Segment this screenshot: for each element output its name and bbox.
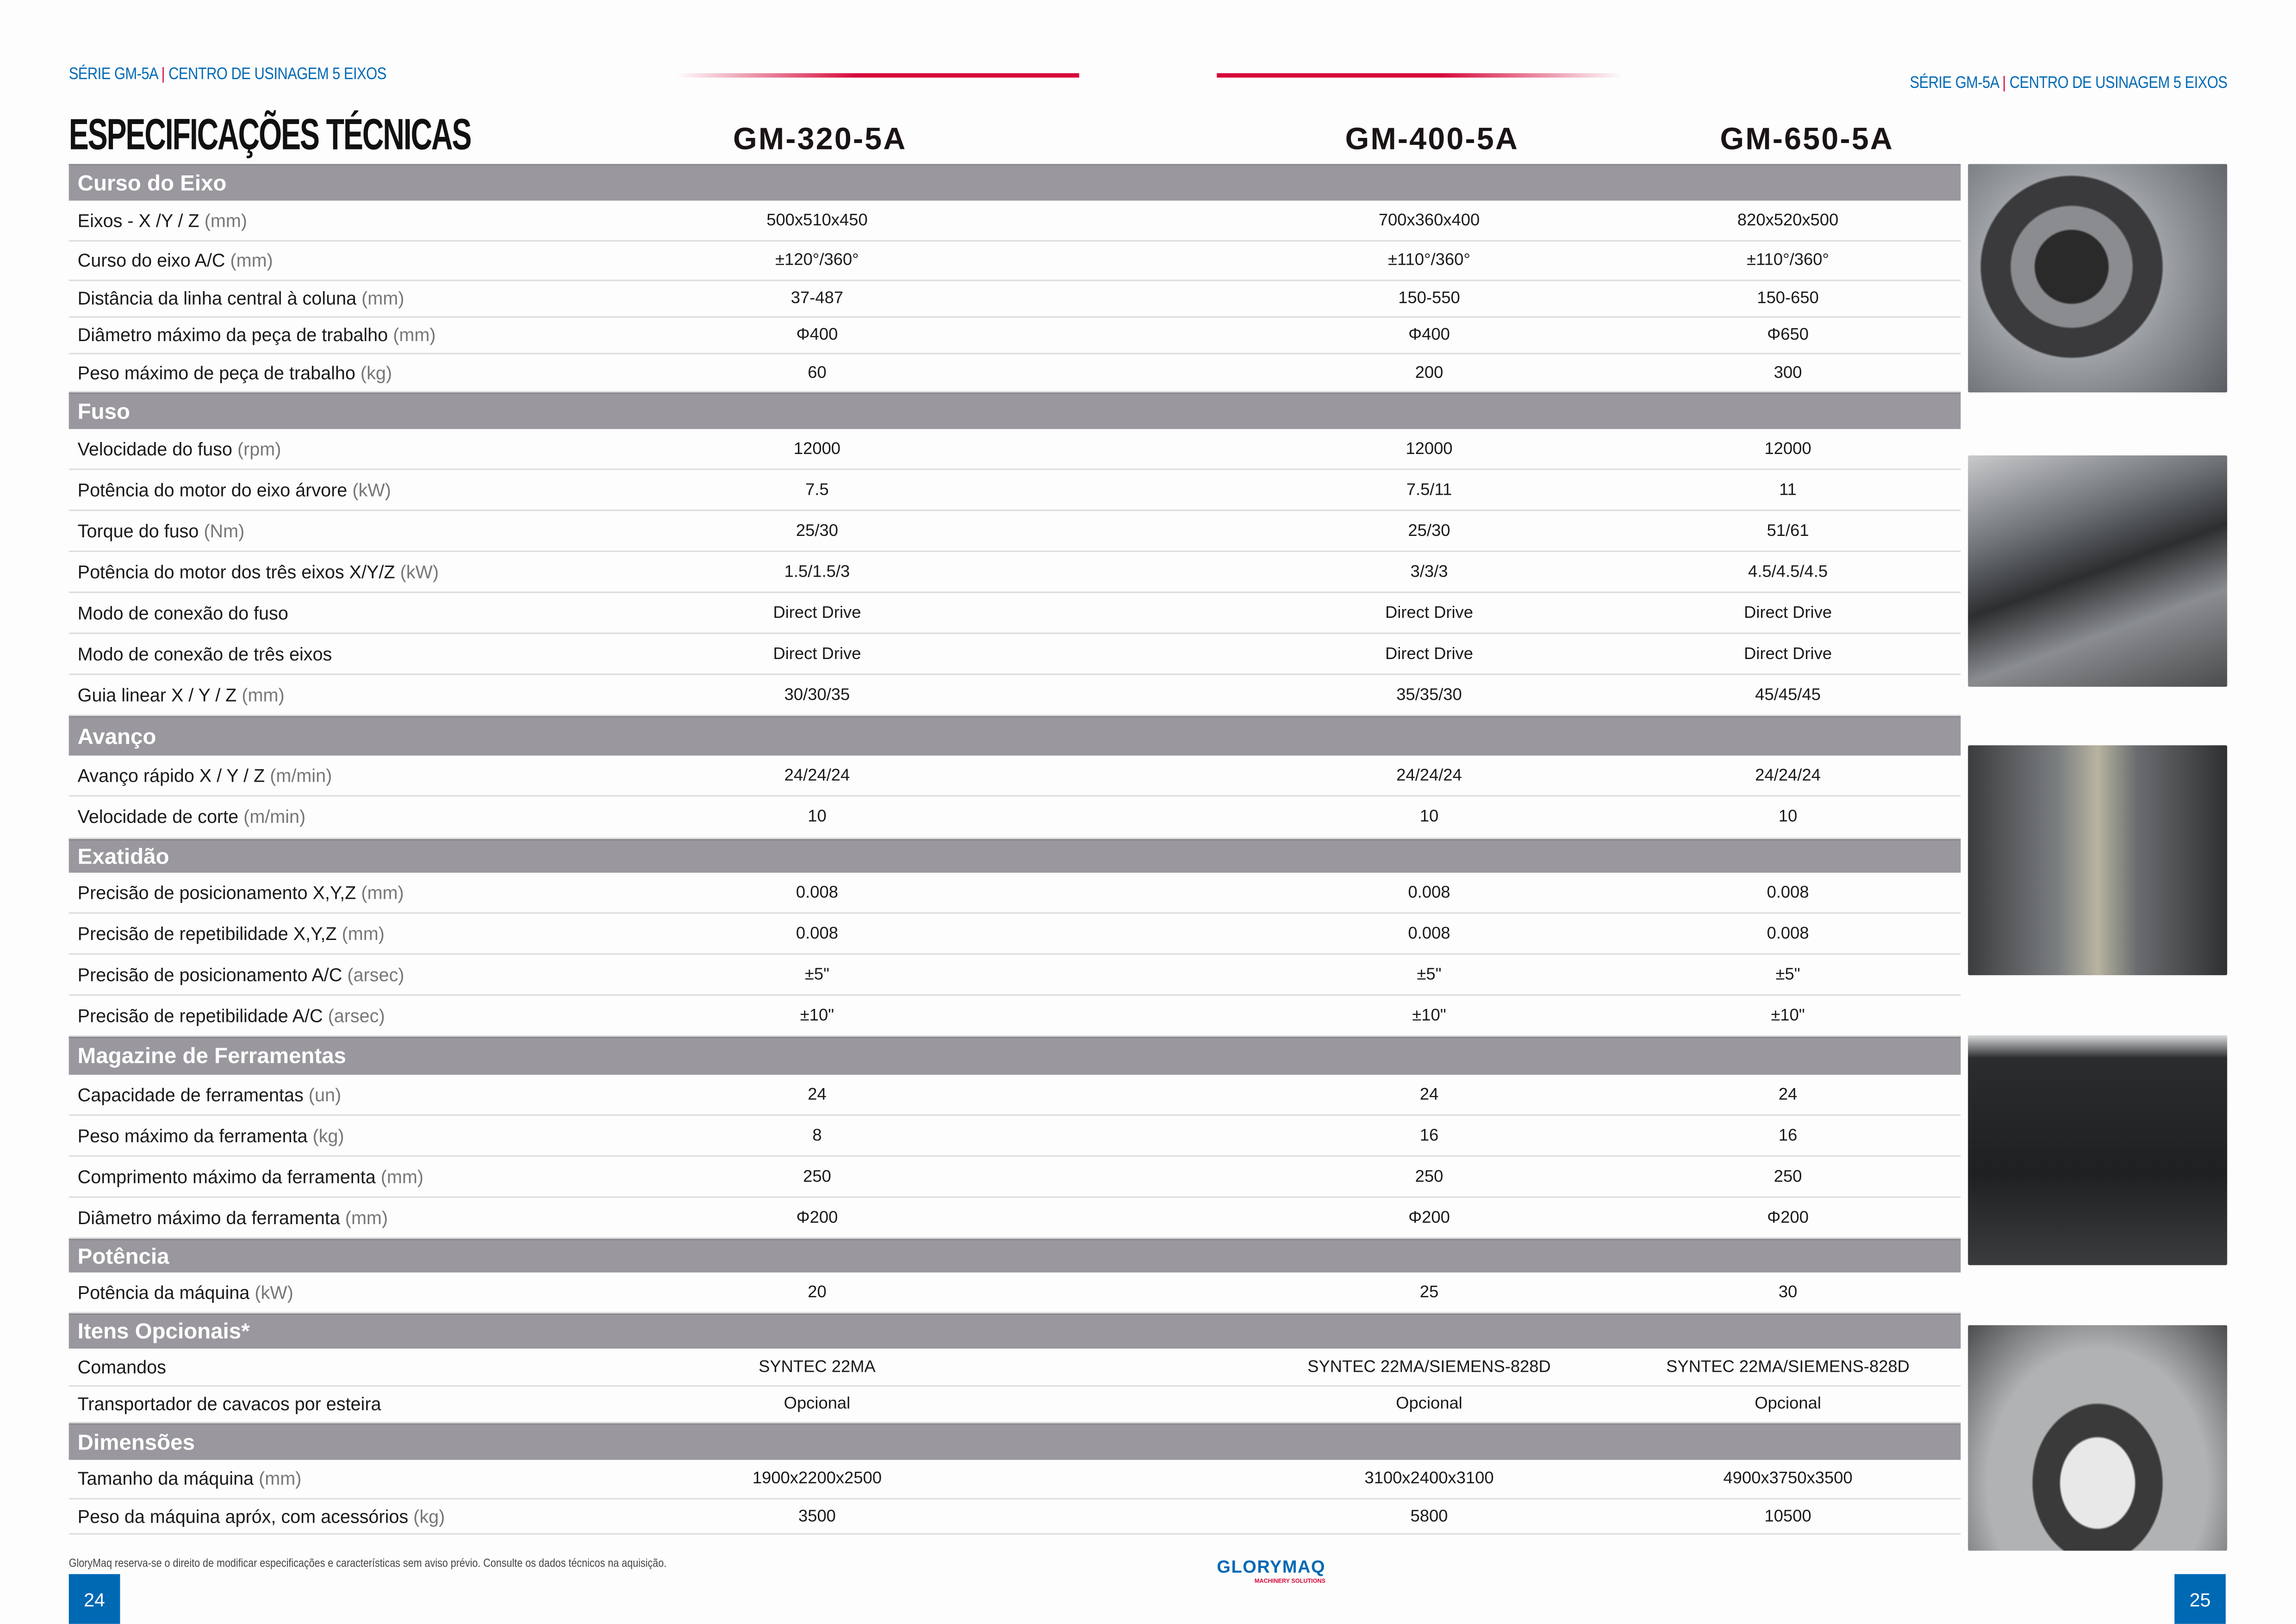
row-label bbox=[78, 644, 332, 664]
spec-value: ±5" bbox=[1417, 965, 1442, 983]
spec-value: 0.008 bbox=[1767, 925, 1809, 942]
spec-table bbox=[69, 164, 1961, 1534]
page-number-right: 25 bbox=[2174, 1574, 2226, 1624]
spec-value: 12000 bbox=[1764, 440, 1811, 458]
spec-name: Precisão de posicionamento A/C bbox=[77, 964, 342, 985]
spec-value: 150-650 bbox=[1757, 290, 1819, 308]
spec-value: 250 bbox=[1415, 1168, 1444, 1186]
spec-name: Peso da máquina apróx, com acessórios bbox=[77, 1506, 409, 1527]
spec-name: Diâmetro máximo da peça de trabalho bbox=[77, 325, 388, 346]
spec-value: ±10" bbox=[1771, 1007, 1805, 1025]
row-label bbox=[78, 765, 332, 785]
spec-unit: (mm) bbox=[361, 882, 404, 903]
spec-value: 0.008 bbox=[1408, 884, 1450, 902]
table-row bbox=[69, 552, 1961, 593]
table-row bbox=[69, 593, 1961, 634]
spec-value: SYNTEC 22MA bbox=[759, 1358, 876, 1376]
spec-name: Distância da linha central à coluna bbox=[77, 288, 357, 309]
spec-value: ±110°/360° bbox=[1388, 252, 1470, 270]
row-label bbox=[78, 923, 385, 944]
table-row bbox=[69, 281, 1961, 317]
glorymaq-logo bbox=[1217, 1556, 1325, 1584]
table-row bbox=[69, 470, 1961, 511]
spec-unit: (un) bbox=[308, 1084, 342, 1105]
spec-value: 24 bbox=[1778, 1086, 1798, 1103]
table-row bbox=[69, 1116, 1961, 1157]
spec-value: Direct Drive bbox=[1744, 604, 1832, 622]
spec-value: Direct Drive bbox=[773, 645, 861, 663]
header-left bbox=[69, 66, 386, 83]
section-header: Potência bbox=[69, 1239, 1961, 1273]
spec-name: Precisão de repetibilidade A/C bbox=[77, 1005, 323, 1026]
spec-unit: (mm) bbox=[380, 1166, 423, 1187]
model-heading: GM-400-5A bbox=[1345, 123, 1519, 157]
spec-value: Direct Drive bbox=[773, 604, 861, 622]
spec-value: Direct Drive bbox=[1385, 604, 1473, 622]
table-row bbox=[69, 429, 1961, 470]
section-header: Dimensões bbox=[69, 1423, 1961, 1460]
table-row bbox=[69, 355, 1961, 392]
row-label bbox=[78, 807, 305, 827]
spec-unit: (arsec) bbox=[347, 964, 404, 985]
spec-name: Torque do fuso bbox=[77, 520, 199, 541]
spec-value: 500x510x450 bbox=[766, 212, 868, 230]
row-label bbox=[78, 1282, 293, 1302]
spec-value: 37-487 bbox=[790, 290, 844, 308]
spec-value: 11 bbox=[1779, 481, 1797, 499]
ball-screw-photo bbox=[1968, 745, 2227, 975]
row-label bbox=[78, 325, 436, 345]
spec-unit: (mm) bbox=[259, 1468, 302, 1489]
spec-value: 12000 bbox=[793, 440, 841, 458]
spec-value: Opcional bbox=[1755, 1395, 1821, 1413]
spec-name: Guia linear X / Y / Z bbox=[77, 684, 237, 705]
spec-value: 700x360x400 bbox=[1378, 212, 1480, 230]
spec-name: Velocidade do fuso bbox=[77, 438, 232, 459]
spec-name: Peso máximo da ferramenta bbox=[77, 1125, 308, 1146]
spec-value: 24 bbox=[808, 1086, 827, 1103]
spec-value: 25/30 bbox=[796, 522, 838, 540]
row-label bbox=[78, 1166, 423, 1187]
section-header: Itens Opcionais* bbox=[69, 1313, 1961, 1349]
row-label bbox=[78, 561, 439, 582]
spec-value: 24/24/24 bbox=[1755, 766, 1821, 784]
spec-value: Φ200 bbox=[1408, 1208, 1450, 1226]
spec-unit: (arsec) bbox=[328, 1005, 385, 1026]
row-label bbox=[78, 1084, 341, 1105]
spec-unit: (m/min) bbox=[243, 807, 306, 828]
spec-unit: (kW) bbox=[400, 561, 439, 582]
row-label bbox=[78, 882, 404, 902]
spec-value: 250 bbox=[803, 1168, 831, 1186]
spec-value: 0.008 bbox=[1767, 884, 1809, 902]
spec-value: 24/24/24 bbox=[1396, 766, 1462, 784]
spec-value: 16 bbox=[1419, 1126, 1439, 1145]
row-label bbox=[78, 1356, 166, 1377]
spec-name: Potência do motor do eixo árvore bbox=[77, 479, 348, 500]
table-row bbox=[69, 318, 1961, 355]
row-label bbox=[78, 479, 391, 500]
spec-unit: (kg) bbox=[413, 1506, 445, 1527]
spec-value: 1900x2200x2500 bbox=[752, 1470, 882, 1488]
machine-interior-photo bbox=[1968, 1325, 2227, 1550]
spec-value: 0.008 bbox=[1408, 925, 1450, 942]
spec-unit: (kg) bbox=[360, 362, 392, 383]
spec-value: SYNTEC 22MA/SIEMENS-828D bbox=[1307, 1358, 1551, 1376]
header-separator: | bbox=[2002, 75, 2006, 93]
spec-unit: (kW) bbox=[255, 1282, 293, 1303]
decorative-red-line bbox=[677, 73, 1079, 77]
spec-value: 3/3/3 bbox=[1410, 563, 1448, 581]
table-row bbox=[69, 996, 1961, 1037]
table-row bbox=[69, 634, 1961, 675]
table-row bbox=[69, 955, 1961, 996]
spec-unit: (mm) bbox=[361, 288, 404, 309]
spec-name: Transportador de cavacos por esteira bbox=[77, 1394, 381, 1415]
row-label bbox=[78, 439, 281, 459]
spec-unit: (m/min) bbox=[270, 765, 332, 786]
spec-value: 16 bbox=[1778, 1126, 1798, 1145]
spec-unit: (mm) bbox=[230, 250, 273, 271]
model-heading: GM-320-5A bbox=[733, 123, 907, 157]
series-label: SÉRIE GM-5A bbox=[68, 66, 158, 84]
row-label bbox=[78, 521, 245, 541]
spec-name: Tamanho da máquina bbox=[77, 1468, 254, 1489]
spec-value: 12000 bbox=[1406, 440, 1453, 458]
logo-text: GLORYMAQ bbox=[1217, 1556, 1326, 1577]
spec-name: Precisão de posicionamento X,Y,Z bbox=[77, 882, 356, 903]
spec-value: 7.5/11 bbox=[1406, 481, 1452, 499]
decorative-red-line bbox=[1217, 73, 1622, 77]
row-label bbox=[78, 1207, 388, 1228]
table-row bbox=[69, 1198, 1961, 1239]
spec-value: 10 bbox=[1778, 808, 1798, 826]
spec-name: Potência do motor dos três eixos X/Y/Z bbox=[77, 561, 395, 582]
rotary-table-vise-photo bbox=[1968, 455, 2227, 687]
table-row bbox=[69, 1500, 1961, 1535]
spec-value: 10500 bbox=[1764, 1507, 1811, 1525]
table-row bbox=[69, 1075, 1961, 1116]
spec-value: 1.5/1.5/3 bbox=[784, 563, 850, 581]
section-header: Magazine de Ferramentas bbox=[69, 1037, 1961, 1075]
spec-value: 30/30/35 bbox=[784, 686, 850, 704]
series-label: SÉRIE GM-5A bbox=[1910, 75, 1999, 93]
spec-value: ±10" bbox=[1412, 1007, 1446, 1025]
spec-name: Modo de conexão do fuso bbox=[77, 602, 288, 623]
spec-value: 200 bbox=[1415, 364, 1444, 382]
spec-value: Φ400 bbox=[1408, 326, 1450, 344]
table-row bbox=[69, 1349, 1961, 1387]
spec-value: 4.5/4.5/4.5 bbox=[1748, 563, 1828, 581]
logo-tagline: MACHINERY SOLUTIONS bbox=[1254, 1577, 1326, 1585]
spec-name: Capacidade de ferramentas bbox=[77, 1084, 304, 1105]
spec-unit: (mm) bbox=[342, 923, 385, 944]
spec-name: Curso do eixo A/C bbox=[77, 250, 225, 271]
spec-value: Φ200 bbox=[1767, 1208, 1809, 1226]
spec-value: 150-550 bbox=[1398, 290, 1460, 308]
spec-value: 4900x3750x3500 bbox=[1723, 1470, 1853, 1488]
table-row bbox=[69, 756, 1961, 797]
row-label bbox=[78, 288, 404, 309]
section-header: Exatidão bbox=[69, 839, 1961, 873]
spec-value: Φ200 bbox=[796, 1208, 838, 1226]
spec-value: 24 bbox=[1419, 1086, 1439, 1103]
spec-unit: (kW) bbox=[352, 479, 391, 500]
spec-value: 35/35/30 bbox=[1396, 686, 1462, 704]
spec-value: ±10" bbox=[800, 1007, 834, 1025]
spec-name: Avanço rápido X / Y / Z bbox=[77, 765, 265, 786]
disclaimer-note: GloryMaq reserva-se o direito de modificar especificações e características sem aviso prévio. Consulte os dados técnicos na aquisição. bbox=[68, 1556, 667, 1570]
spec-unit: (kg) bbox=[312, 1125, 344, 1146]
row-label bbox=[78, 964, 404, 984]
table-row bbox=[69, 1272, 1961, 1313]
spec-value: 10 bbox=[1419, 808, 1439, 826]
header-subtitle: CENTRO DE USINAGEM 5 EIXOS bbox=[2009, 75, 2228, 93]
spec-name: Comprimento máximo da ferramenta bbox=[77, 1166, 376, 1187]
spec-value: 45/45/45 bbox=[1755, 686, 1821, 704]
header-right bbox=[1910, 75, 2227, 92]
row-label bbox=[78, 210, 247, 230]
spec-value: Direct Drive bbox=[1385, 645, 1473, 663]
table-row bbox=[69, 914, 1961, 955]
section-header: Avanço bbox=[69, 716, 1961, 755]
spec-name: Peso máximo de peça de trabalho bbox=[77, 362, 355, 383]
spec-unit: (mm) bbox=[393, 325, 436, 346]
row-label bbox=[78, 362, 392, 383]
table-row bbox=[69, 242, 1961, 281]
spec-unit: (mm) bbox=[345, 1207, 388, 1228]
spec-unit: (mm) bbox=[204, 210, 247, 231]
spec-value: 3500 bbox=[798, 1507, 836, 1525]
section-header: Curso do Eixo bbox=[69, 164, 1961, 200]
row-label bbox=[78, 1005, 385, 1026]
row-label bbox=[78, 1125, 344, 1145]
spec-name: Velocidade de corte bbox=[77, 807, 239, 828]
table-row bbox=[69, 1157, 1961, 1198]
spec-value: ±5" bbox=[804, 965, 830, 983]
spec-value: 820x520x500 bbox=[1737, 212, 1839, 230]
spec-value: ±120°/360° bbox=[775, 252, 859, 270]
spec-value: ±110°/360° bbox=[1747, 252, 1829, 270]
spec-value: 25/30 bbox=[1408, 522, 1450, 540]
page-title: ESPECIFICAÇÕES TÉCNICAS bbox=[68, 111, 471, 160]
model-heading: GM-650-5A bbox=[1720, 123, 1894, 157]
spec-value: 51/61 bbox=[1767, 522, 1809, 540]
header-separator: | bbox=[161, 66, 165, 84]
spec-value: SYNTEC 22MA/SIEMENS-828D bbox=[1666, 1358, 1910, 1376]
spec-name: Eixos - X /Y / Z bbox=[77, 210, 199, 231]
table-row bbox=[69, 873, 1961, 914]
spec-unit: (mm) bbox=[242, 684, 285, 705]
spec-name: Diâmetro máximo da ferramenta bbox=[77, 1207, 340, 1228]
spec-value: Opcional bbox=[784, 1395, 851, 1413]
spec-value: Opcional bbox=[1396, 1395, 1462, 1413]
page-number-left: 24 bbox=[69, 1574, 120, 1624]
spec-value: 3100x2400x3100 bbox=[1364, 1470, 1494, 1488]
spec-value: 25 bbox=[1419, 1283, 1439, 1301]
spec-value: 20 bbox=[808, 1283, 827, 1301]
header-subtitle: CENTRO DE USINAGEM 5 EIXOS bbox=[168, 66, 386, 84]
spec-value: Direct Drive bbox=[1744, 645, 1832, 663]
spec-value: 250 bbox=[1773, 1168, 1802, 1186]
row-label bbox=[78, 1468, 302, 1489]
spec-value: 7.5 bbox=[805, 481, 829, 499]
spec-value: 60 bbox=[808, 364, 827, 382]
spec-name: Comandos bbox=[77, 1356, 166, 1377]
row-label bbox=[78, 250, 273, 271]
table-row bbox=[69, 511, 1961, 552]
spec-value: ±5" bbox=[1775, 965, 1800, 983]
spindle-photo bbox=[1968, 164, 2227, 392]
spec-value: 5800 bbox=[1410, 1507, 1448, 1525]
spec-value: 30 bbox=[1778, 1283, 1798, 1301]
spec-value: 24/24/24 bbox=[784, 766, 850, 784]
table-row bbox=[69, 200, 1961, 242]
cnc-control-panel-photo bbox=[1968, 1035, 2227, 1265]
spec-value: Φ400 bbox=[796, 326, 838, 344]
table-row bbox=[69, 1460, 1961, 1499]
table-row bbox=[69, 796, 1961, 839]
spec-name: Potência da máquina bbox=[77, 1282, 250, 1303]
spec-unit: (rpm) bbox=[237, 438, 281, 459]
spec-value: Φ650 bbox=[1767, 326, 1809, 344]
spec-value: 8 bbox=[812, 1126, 822, 1145]
spec-value: 10 bbox=[808, 808, 827, 826]
row-label bbox=[78, 1394, 381, 1414]
spec-value: 0.008 bbox=[796, 925, 838, 942]
row-label bbox=[78, 1506, 445, 1526]
table-row bbox=[69, 675, 1961, 716]
spec-value: 300 bbox=[1773, 364, 1802, 382]
spec-name: Precisão de repetibilidade X,Y,Z bbox=[77, 923, 337, 944]
section-header: Fuso bbox=[69, 392, 1961, 429]
table-row bbox=[69, 1387, 1961, 1423]
spec-value: 0.008 bbox=[796, 884, 838, 902]
spec-name: Modo de conexão de três eixos bbox=[77, 643, 332, 664]
row-label bbox=[78, 603, 288, 623]
spec-unit: (Nm) bbox=[204, 520, 245, 541]
row-label bbox=[78, 684, 285, 705]
